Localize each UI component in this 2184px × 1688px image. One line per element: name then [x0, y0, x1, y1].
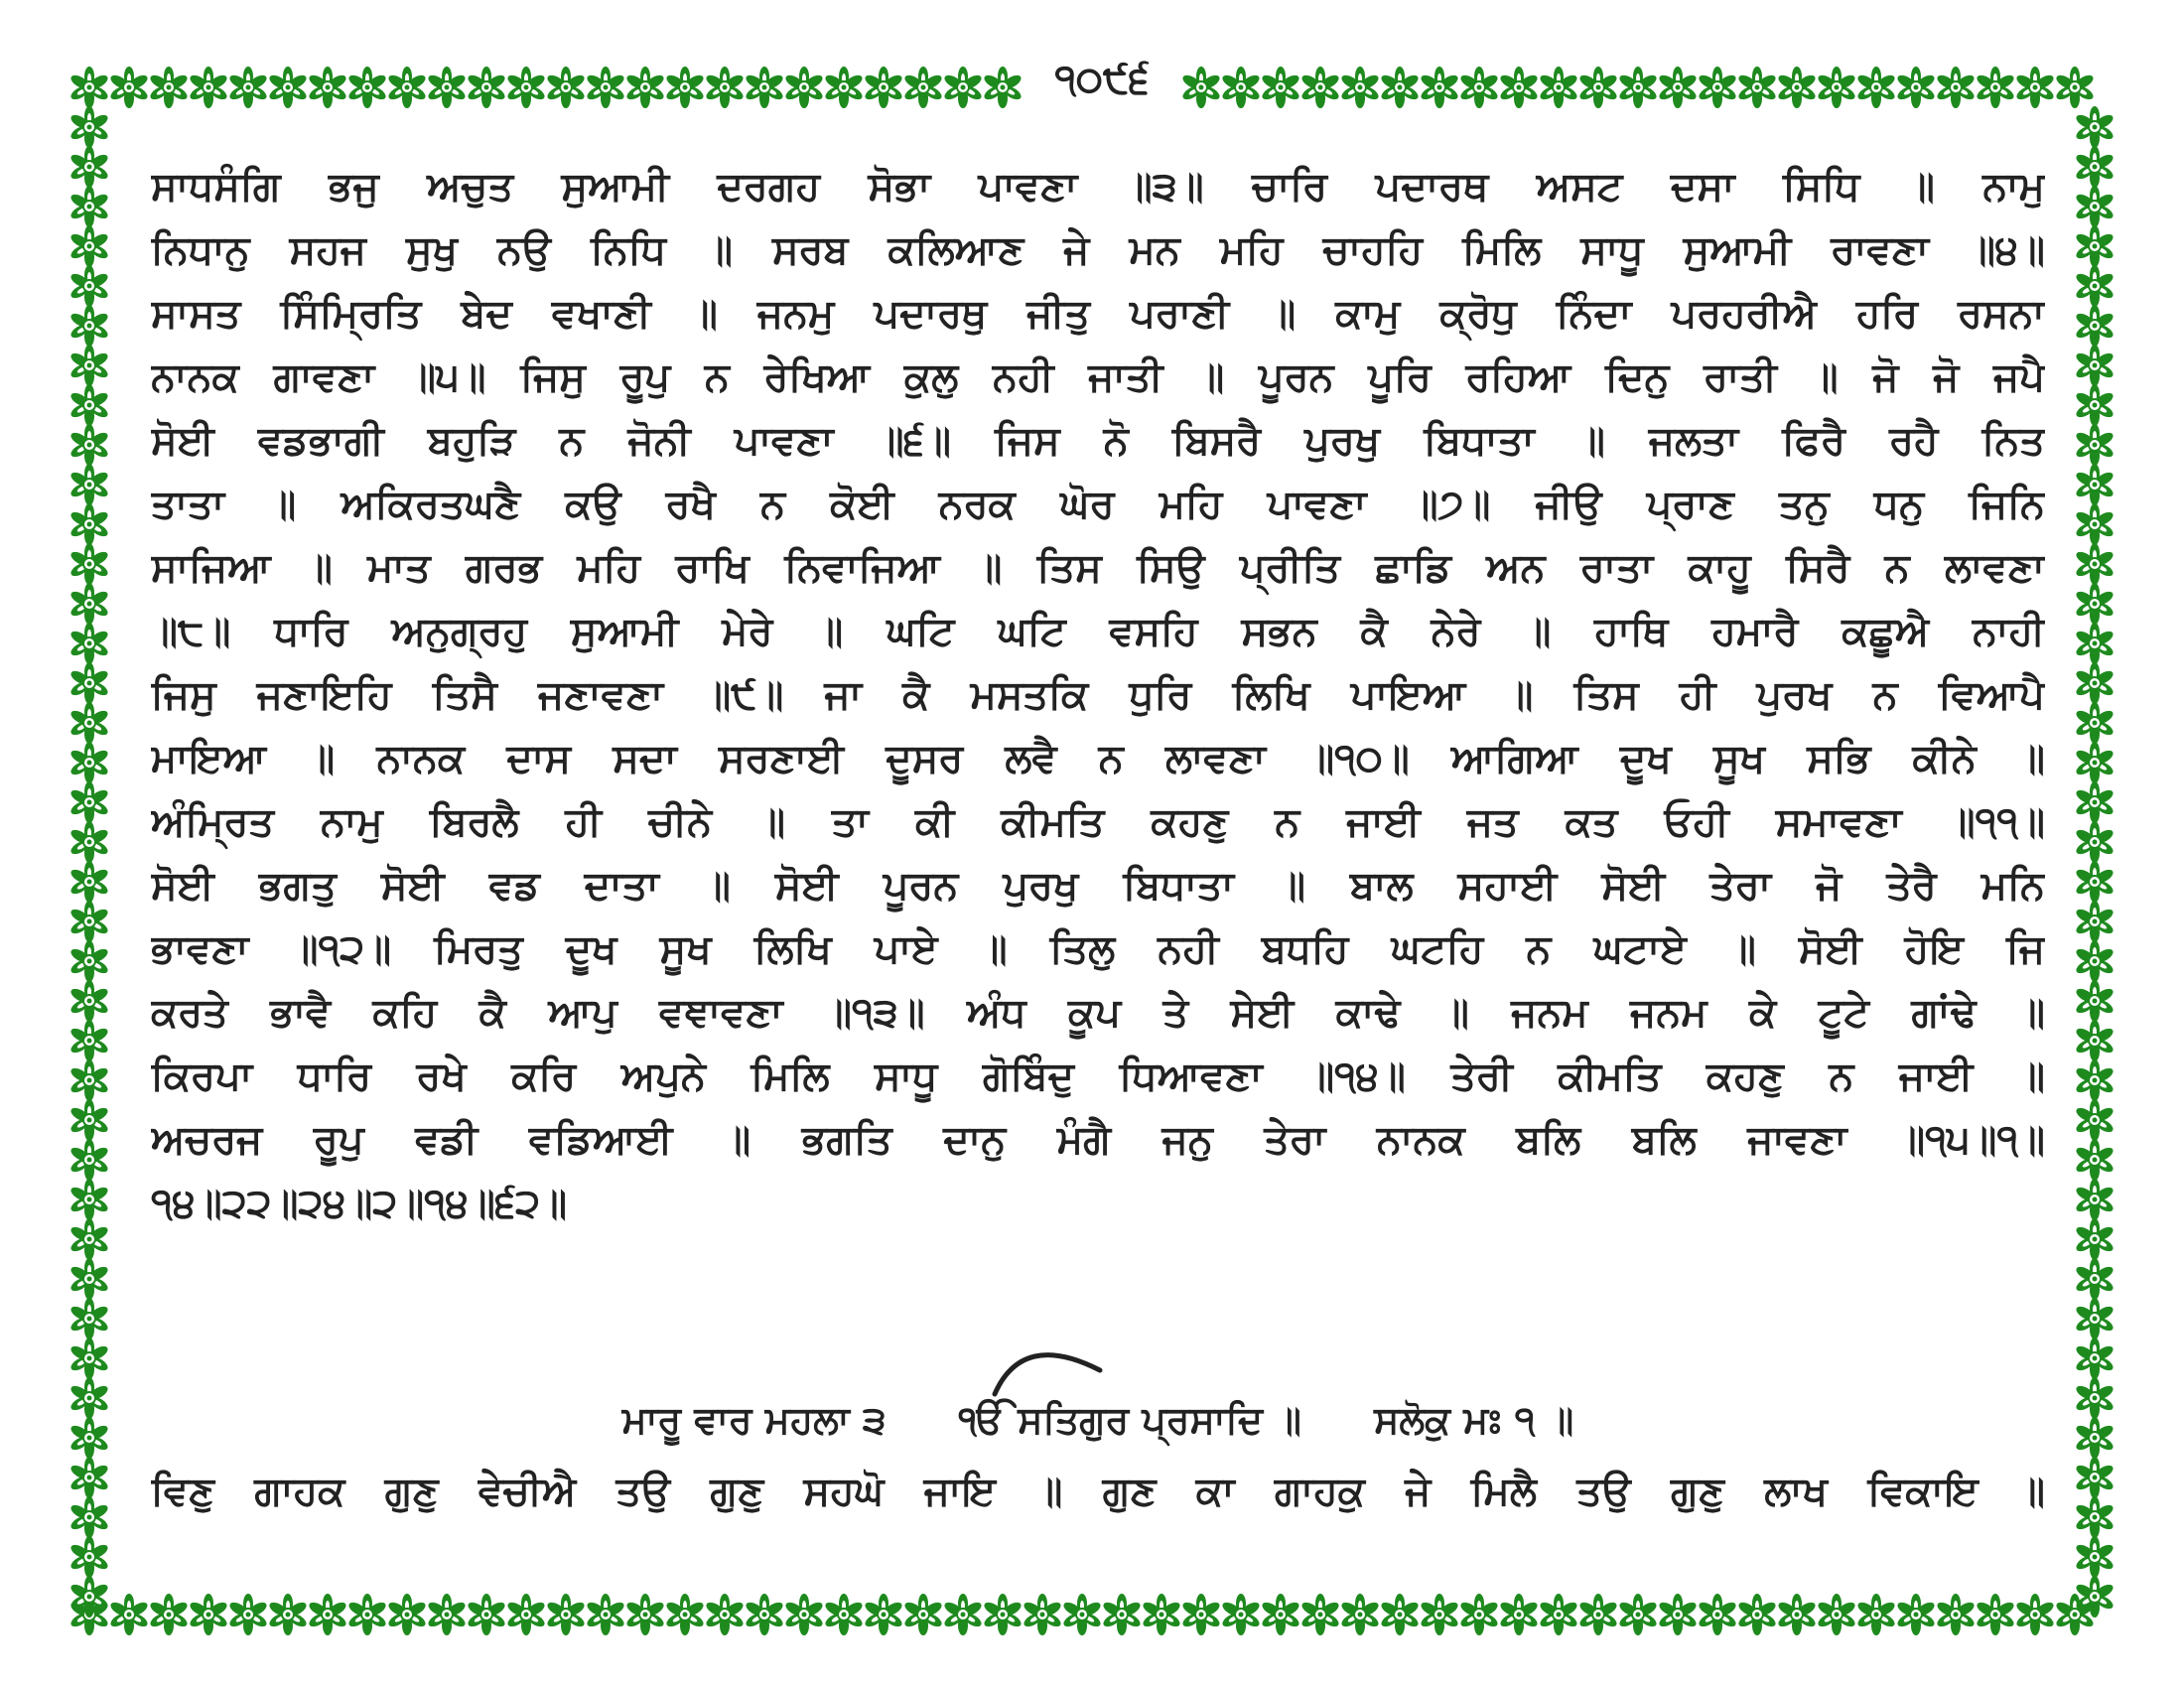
flower-ornament — [68, 543, 109, 585]
flower-ornament — [1220, 67, 1261, 108]
flower-ornament — [1975, 1594, 2015, 1635]
text-line: ਕਰਤੇ ਭਾਵੈ ਕਹਿ ਕੈ ਆਪੁ ਵਞਾਵਣਾ ॥੧੩॥ ਅੰਧ ਕੂਪ ਤੇ ਸੇਈ ਕਾਢੇ ॥ ਜਨਮ ਜਨਮ ਕੇ ਟੂਟੇ ਗਾਂਢੇ ॥ — [151, 990, 2045, 1036]
text-line: ਮਾਇਆ ॥ ਨਾਨਕ ਦਾਸ ਸਦਾ ਸਰਣਾਈ ਦੂਸਰ ਲਵੈ ਨ ਲਾਵਣਾ ॥੧੦॥ ਆਗਿਆ ਦੂਖ ਸੂਖ ਸਭਿ ਕੀਨੇ ॥ — [151, 736, 2045, 781]
flower-ornament — [68, 821, 109, 863]
flower-ornament — [2074, 345, 2115, 386]
flower-ornament — [1975, 67, 2015, 108]
flower-ornament — [624, 1594, 665, 1635]
flower-ornament — [1299, 67, 1340, 108]
flower-ornament — [466, 67, 506, 108]
flower-ornament — [188, 1594, 228, 1635]
flower-ornament — [227, 67, 268, 108]
flower-ornament — [2074, 940, 2115, 982]
flower-ornament — [1895, 67, 1936, 108]
flower-ornament — [704, 67, 745, 108]
flower-ornament — [505, 1594, 546, 1635]
flower-ornament — [982, 1594, 1023, 1635]
flower-ornament — [1220, 1594, 1261, 1635]
flower-ornament — [2074, 742, 2115, 783]
flower-ornament — [227, 1594, 268, 1635]
flower-ornament — [2074, 702, 2115, 744]
text-line: ਅੰਮ੍ਰਿਤ ਨਾਮੁ ਬਿਰਲੈ ਹੀ ਚੀਨੇ ॥ ਤਾ ਕੀ ਕੀਮਤਿ ਕਹਣੁ ਨ ਜਾਈ ਜਤ ਕਤ ਓਹੀ ਸਮਾਵਣਾ ॥੧੧॥ — [151, 799, 2045, 845]
flower-ornament — [68, 1179, 109, 1220]
flower-ornament — [68, 781, 109, 823]
flower-ornament — [2074, 1496, 2115, 1538]
flower-ornament — [108, 1594, 149, 1635]
flower-ornament — [1855, 1594, 1896, 1635]
flower-ornament — [1419, 1594, 1459, 1635]
flower-ornament — [2074, 623, 2115, 664]
flower-ornament — [148, 1594, 189, 1635]
text-line: ਨਾਨਕ ਗਾਵਣਾ ॥੫॥ ਜਿਸੁ ਰੂਪੁ ਨ ਰੇਖਿਆ ਕੁਲੁ ਨਹੀ ਜਾਤੀ ॥ ਪੂਰਨ ਪੂਰਿ ਰਹਿਆ ਦਿਨੁ ਰਾਤੀ ॥ ਜੋ ਜੋ ਜਪੈ — [151, 354, 2045, 400]
flower-ornament — [2074, 186, 2115, 227]
flower-ornament — [783, 1594, 824, 1635]
text-line: ਭਾਵਣਾ ॥੧੨॥ ਮਿਰਤੁ ਦੂਖ ਸੂਖ ਲਿਖਿ ਪਾਏ ॥ ਤਿਲੁ ਨਹੀ ਬਧਹਿ ਘਟਹਿ ਨ ਘਟਾਏ ॥ ਸੋਈ ਹੋਇ ਜਿ — [151, 926, 2045, 972]
flower-ornament — [1498, 67, 1539, 108]
flower-ornament — [386, 1594, 427, 1635]
flower-ornament — [2074, 106, 2115, 148]
flower-ornament — [2074, 1337, 2115, 1379]
flower-ornament — [68, 503, 109, 545]
flower-ornament — [346, 67, 387, 108]
flower-ornament — [2074, 821, 2115, 863]
flower-ornament — [2074, 424, 2115, 466]
flower-ornament — [68, 305, 109, 347]
flower-ornament — [188, 67, 228, 108]
flower-ornament — [2054, 67, 2095, 108]
flower-ornament — [1101, 1594, 1142, 1635]
flower-ornament — [2074, 1457, 2115, 1498]
flower-ornament — [68, 662, 109, 704]
flower-ornament — [1855, 67, 1896, 108]
section-heading — [151, 1388, 2045, 1452]
flower-ornament — [68, 265, 109, 307]
flower-ornament — [1816, 1594, 1856, 1635]
flower-ornament — [823, 1594, 864, 1635]
flower-ornament — [307, 1594, 347, 1635]
flower-ornament — [2014, 67, 2055, 108]
flower-ornament — [68, 1298, 109, 1339]
flower-ornament — [624, 67, 665, 108]
flower-ornament — [1538, 67, 1578, 108]
flower-ornament — [1657, 1594, 1698, 1635]
flower-ornament — [1498, 1594, 1539, 1635]
flower-ornament — [1816, 67, 1856, 108]
flower-ornament — [2074, 1020, 2115, 1061]
flower-ornament — [585, 67, 625, 108]
flower-ornament — [68, 1417, 109, 1459]
flower-ornament — [1697, 67, 1737, 108]
flower-ornament — [942, 67, 983, 108]
flower-ornament — [664, 1594, 705, 1635]
flower-ornament — [2014, 1594, 2055, 1635]
flower-ornament — [1299, 1594, 1340, 1635]
flower-ornament — [1061, 1594, 1102, 1635]
flower-ornament — [68, 901, 109, 942]
text-line: ਸਾਜਿਆ ॥ ਮਾਤ ਗਰਭ ਮਹਿ ਰਾਖਿ ਨਿਵਾਜਿਆ ॥ ਤਿਸ ਸਿਉ ਪ੍ਰੀਤਿ ਛਾਡਿ ਅਨ ਰਾਤਾ ਕਾਹੂ ਸਿਰੈ ਨ ਲਾਵਣਾ — [151, 545, 2045, 591]
flower-ornament — [1617, 67, 1658, 108]
flower-ornament — [68, 1536, 109, 1578]
flower-ornament — [2074, 861, 2115, 903]
flower-ornament — [2074, 503, 2115, 545]
flower-ornament — [902, 1594, 943, 1635]
flower-ornament — [68, 1377, 109, 1419]
text-line: ਸੋਈ ਵਡਭਾਗੀ ਬਹੁੜਿ ਨ ਜੋਨੀ ਪਾਵਣਾ ॥੬॥ ਜਿਸ ਨੋ ਬਿਸਰੈ ਪੁਰਖੁ ਬਿਧਾਤਾ ॥ ਜਲਤਾ ਫਿਰੈ ਰਹੈ ਨਿਤ — [151, 418, 2045, 464]
flower-ornament — [1935, 1594, 1976, 1635]
text-line: ॥੮॥ ਧਾਰਿ ਅਨੁਗ੍ਰਹੁ ਸੁਆਮੀ ਮੇਰੇ ॥ ਘਟਿ ਘਟਿ ਵਸਹਿ ਸਭਨ ਕੈ ਨੇਰੇ ॥ ਹਾਥਿ ਹਮਾਰੈ ਕਛੂਐ ਨਾਹੀ — [151, 609, 2045, 654]
flower-ornament — [1458, 67, 1499, 108]
flower-ornament — [68, 146, 109, 188]
flower-ornament — [2074, 1179, 2115, 1220]
heading-title: ਮਾਰੂ ਵਾਰ ਮਹਲਾ ੩ — [621, 1398, 887, 1442]
flower-ornament — [68, 861, 109, 903]
flower-ornament — [267, 67, 308, 108]
flower-ornament — [68, 225, 109, 267]
flower-ornament — [2074, 543, 2115, 585]
text-line: ਸਾਸਤ ਸਿੰਮ੍ਰਿਤਿ ਬੇਦ ਵਖਾਣੀ ॥ ਜਨਮੁ ਪਦਾਰਥੁ ਜੀਤੁ ਪਰਾਣੀ ॥ ਕਾਮੁ ਕ੍ਰੋਧੁ ਨਿੰਦਾ ਪਰਹਰੀਐ ਹਰਿ ਰਸਨਾ — [151, 291, 2045, 337]
flower-ornament — [68, 384, 109, 426]
flower-ornament — [2074, 781, 2115, 823]
flower-ornament — [1339, 67, 1380, 108]
flower-ornament — [68, 1059, 109, 1101]
flower-ornament — [1180, 1594, 1221, 1635]
heading-salok: ਸਲੋਕੁ ਮਃ ੧ ॥ — [1374, 1398, 1574, 1442]
flower-ornament — [505, 67, 546, 108]
flower-ornament — [2074, 1139, 2115, 1181]
text-line: ੧੪॥੨੨॥੨੪॥੨॥੧੪॥੬੨॥ — [151, 1181, 568, 1226]
flower-ornament — [1617, 1594, 1658, 1635]
flower-ornament — [1577, 1594, 1618, 1635]
text-line: ਕਿਰਪਾ ਧਾਰਿ ਰਖੇ ਕਰਿ ਅਪੁਨੇ ਮਿਲਿ ਸਾਧੂ ਗੋਬਿੰਦੁ ਧਿਆਵਣਾ ॥੧੪॥ ਤੇਰੀ ਕੀਮਤਿ ਕਹਣੁ ਨ ਜਾਈ ॥ — [151, 1054, 2045, 1099]
text-line: ਤਾਤਾ ॥ ਅਕਿਰਤਘਣੈ ਕਉ ਰਖੈ ਨ ਕੋਈ ਨਰਕ ਘੋਰ ਮਹਿ ਪਾਵਣਾ ॥੭॥ ਜੀਉ ਪ੍ਰਾਣ ਤਨੁ ਧਨੁ ਜਿਨਿ — [151, 482, 2045, 527]
flower-ornament — [2074, 464, 2115, 505]
flower-ornament — [2074, 146, 2115, 188]
flower-ornament — [108, 67, 149, 108]
flower-ornament — [1736, 1594, 1777, 1635]
text-line: ਸਾਧਸੰਗਿ ਭਜੁ ਅਚੁਤ ਸੁਆਮੀ ਦਰਗਹ ਸੋਭਾ ਪਾਵਣਾ ॥੩॥ ਚਾਰਿ ਪਦਾਰਥ ਅਸਟ ਦਸਾ ਸਿਧਿ ॥ ਨਾਮੁ — [151, 164, 2045, 210]
flower-ornament — [466, 1594, 506, 1635]
flower-ornament — [307, 67, 347, 108]
flower-ornament — [2074, 583, 2115, 625]
flower-ornament — [863, 1594, 903, 1635]
flower-ornament — [545, 1594, 586, 1635]
flower-ornament — [783, 67, 824, 108]
flower-ornament — [68, 464, 109, 505]
flower-ornament — [2074, 1536, 2115, 1578]
text-line: ਵਿਣੁ ਗਾਹਕ ਗੁਣੁ ਵੇਚੀਐ ਤਉ ਗੁਣੁ ਸਹਘੋ ਜਾਇ ॥ ਗੁਣ ਕਾ ਗਾਹਕੁ ਜੇ ਮਿਲੈ ਤਉ ਗੁਣੁ ਲਾਖ ਵਿਕਾਇ ॥ — [151, 1469, 2045, 1514]
flower-ornament — [942, 1594, 983, 1635]
flower-ornament — [68, 1457, 109, 1498]
flower-ornament — [2074, 1218, 2115, 1260]
text-line: ਜਿਸੁ ਜਣਾਇਹਿ ਤਿਸੈ ਜਣਾਵਣਾ ॥੯॥ ਜਾ ਕੈ ਮਸਤਕਿ ਧੁਰਿ ਲਿਖਿ ਪਾਇਆ ॥ ਤਿਸ ਹੀ ਪੁਰਖ ਨ ਵਿਆਪੈ — [151, 672, 2045, 718]
flower-ornament — [1260, 1594, 1300, 1635]
flower-ornament — [1458, 1594, 1499, 1635]
flower-ornament — [68, 583, 109, 625]
text-line: ਨਿਧਾਨੁ ਸਹਜ ਸੁਖੁ ਨਉ ਨਿਧਿ ॥ ਸਰਬ ਕਲਿਆਣ ਜੇ ਮਨ ਮਹਿ ਚਾਹਹਿ ਮਿਲਿ ਸਾਧੂ ਸੁਆਮੀ ਰਾਵਣਾ ॥੪॥ — [151, 227, 2045, 273]
flower-ornament — [68, 742, 109, 783]
flower-ornament — [68, 1337, 109, 1379]
flower-ornament — [1022, 1594, 1062, 1635]
gurbani-text-block — [151, 155, 2045, 1235]
flower-ornament — [2074, 1059, 2115, 1101]
flower-ornament — [823, 67, 864, 108]
flower-ornament — [545, 67, 586, 108]
flower-ornament — [68, 980, 109, 1022]
flower-ornament — [2074, 1258, 2115, 1300]
flower-ornament — [68, 345, 109, 386]
flower-ornament — [426, 1594, 467, 1635]
flower-ornament — [863, 67, 903, 108]
flower-ornament — [1657, 67, 1698, 108]
flower-ornament — [68, 1218, 109, 1260]
flower-ornament — [1736, 67, 1777, 108]
flower-ornament — [1776, 67, 1817, 108]
flower-ornament — [744, 1594, 784, 1635]
flower-ornament — [2074, 225, 2115, 267]
flower-ornament — [2074, 980, 2115, 1022]
text-line: ਸੋਈ ਭਗਤੁ ਸੋਈ ਵਡ ਦਾਤਾ ॥ ਸੋਈ ਪੂਰਨ ਪੁਰਖੁ ਬਿਧਾਤਾ ॥ ਬਾਲ ਸਹਾਈ ਸੋਈ ਤੇਰਾ ਜੋ ਤੇਰੈ ਮਨਿ — [151, 863, 2045, 909]
flower-ornament — [68, 1258, 109, 1300]
flower-ornament — [2074, 662, 2115, 704]
flower-ornament — [68, 1139, 109, 1181]
flower-ornament — [982, 67, 1023, 108]
flower-ornament — [1180, 67, 1221, 108]
flower-ornament — [2074, 265, 2115, 307]
flower-ornament — [2074, 305, 2115, 347]
flower-ornament — [2074, 1377, 2115, 1419]
heading-mool-mantar: ੴ ਸਤਿਗੁਰ ਪ੍ਰਸਾਦਿ ॥ — [958, 1398, 1301, 1442]
flower-ornament — [1776, 1594, 1817, 1635]
flower-ornament — [148, 67, 189, 108]
flower-ornament — [2074, 1417, 2115, 1459]
flower-ornament — [704, 1594, 745, 1635]
flower-ornament — [346, 1594, 387, 1635]
flower-ornament — [68, 1496, 109, 1538]
flower-ornament — [386, 67, 427, 108]
flower-ornament — [1379, 67, 1420, 108]
flower-ornament — [1935, 67, 1976, 108]
flower-ornament — [2074, 1099, 2115, 1141]
flower-ornament — [1577, 67, 1618, 108]
flower-ornament — [2074, 384, 2115, 426]
flower-ornament — [1260, 67, 1300, 108]
flower-ornament — [1697, 1594, 1737, 1635]
gurbani-text-block-final — [151, 1460, 2045, 1523]
flower-ornament — [68, 67, 109, 108]
flower-ornament — [68, 106, 109, 148]
flower-ornament — [1339, 1594, 1380, 1635]
page-number: ੧੦੯੬ — [1052, 50, 1152, 109]
flower-ornament — [68, 623, 109, 664]
flower-ornament — [2074, 901, 2115, 942]
flower-ornament — [744, 67, 784, 108]
flower-ornament — [68, 940, 109, 982]
flower-ornament — [1379, 1594, 1420, 1635]
flower-ornament — [68, 424, 109, 466]
flower-ornament — [1895, 1594, 1936, 1635]
text-line: ਅਚਰਜ ਰੂਪੁ ਵਡੀ ਵਡਿਆਈ ॥ ਭਗਤਿ ਦਾਨੁ ਮੰਗੈ ਜਨੁ ਤੇਰਾ ਨਾਨਕ ਬਲਿ ਬਲਿ ਜਾਵਣਾ ॥੧੫॥੧॥ — [151, 1117, 2045, 1163]
flower-ornament — [426, 67, 467, 108]
flower-ornament — [902, 67, 943, 108]
flower-ornament — [664, 67, 705, 108]
flower-ornament — [68, 186, 109, 227]
flower-ornament — [68, 1099, 109, 1141]
flower-ornament — [68, 702, 109, 744]
flower-ornament — [1141, 1594, 1181, 1635]
flower-ornament — [1538, 1594, 1578, 1635]
flower-ornament — [2074, 1298, 2115, 1339]
flower-ornament — [68, 1020, 109, 1061]
flower-ornament — [1419, 67, 1459, 108]
flower-ornament — [267, 1594, 308, 1635]
flower-ornament — [585, 1594, 625, 1635]
